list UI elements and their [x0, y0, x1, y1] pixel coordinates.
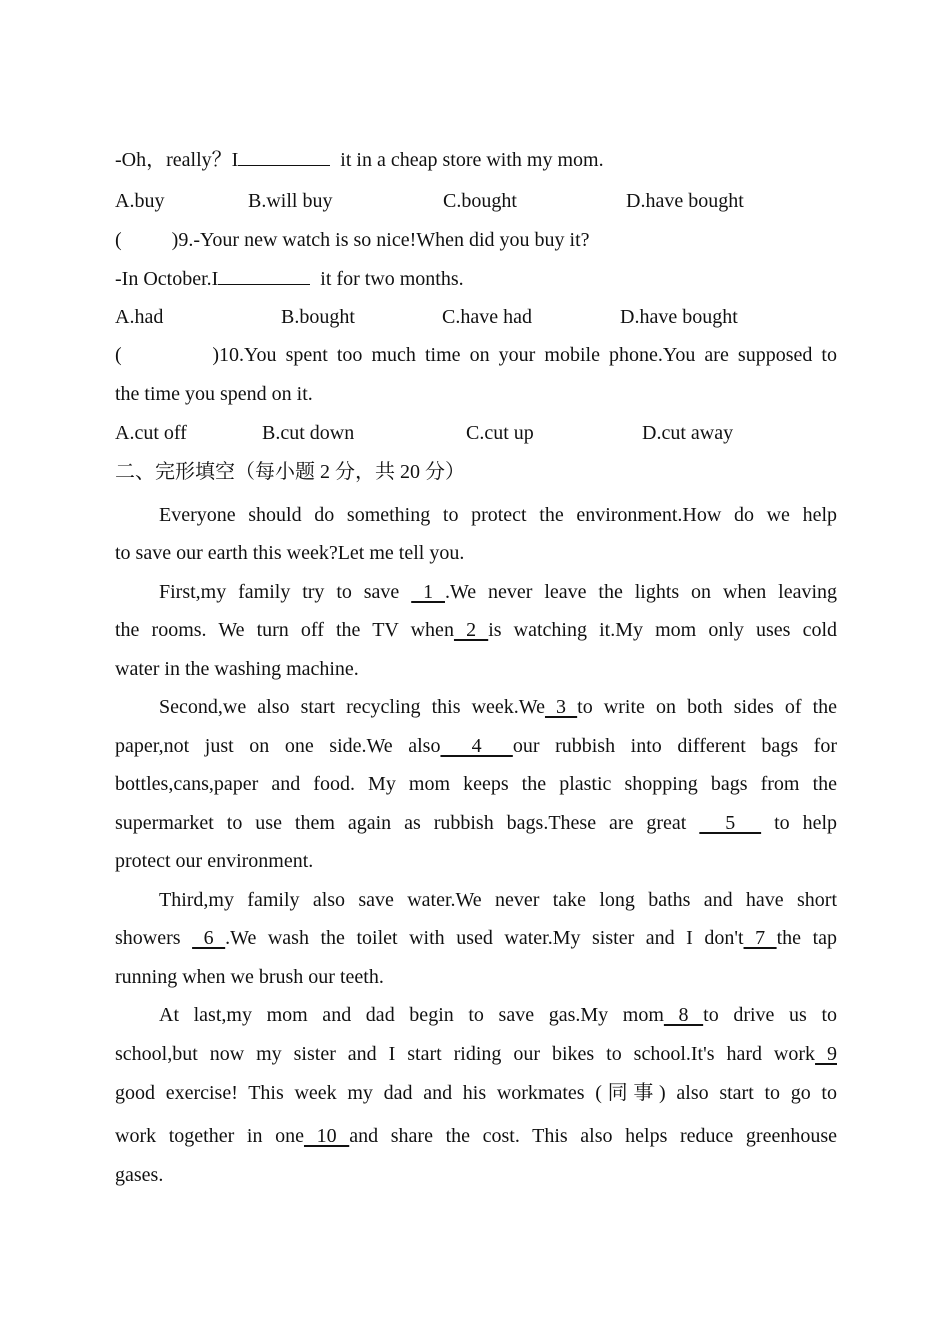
- text: and share the cost. This also helps reduce greenhouse: [349, 1125, 837, 1147]
- blank-7: 7: [743, 927, 777, 949]
- passage-p2-line3: water in the washing machine.: [115, 658, 359, 680]
- blank-3: 3: [544, 696, 578, 718]
- text: is watching it.My mom only uses cold: [488, 619, 837, 641]
- text: to write on both sides of the: [577, 696, 837, 718]
- text: our rubbish into different bags for: [512, 735, 837, 757]
- passage-p1-line1: Everyone should do something to protect the environment.How do we help: [159, 504, 837, 526]
- passage-p5-line2: [115, 1042, 837, 1066]
- passage-p3-line5: protect our environment.: [115, 850, 314, 872]
- text: Second,we also start recycling this week.We: [159, 696, 545, 718]
- q10-question-cont: the time you spend on it.: [115, 383, 313, 405]
- passage-p2-line2: [115, 618, 837, 642]
- passage-p5-line3: good exercise! This week my dad and his workmates (同事) also start to go to: [115, 1082, 837, 1104]
- passage-p5-line5: gases.: [115, 1164, 164, 1186]
- q8-answer-line: [115, 147, 604, 172]
- text: school,but now my sister and I start riding our bikes to school.It's hard work: [115, 1043, 816, 1065]
- passage-p2-line1: [159, 580, 837, 604]
- blank-9: 9: [815, 1043, 837, 1065]
- text: to help: [774, 812, 837, 834]
- q9-option-b: B.bought: [281, 306, 355, 328]
- text: paper,not just on one side.We also: [115, 735, 441, 757]
- text: work together in one: [115, 1125, 304, 1147]
- q10-option-a: A.cut off: [115, 422, 187, 444]
- q9-blank: [218, 266, 310, 285]
- q10-option-d: D.cut away: [642, 422, 734, 444]
- q9-line-text-end: it for two months.: [320, 268, 464, 290]
- section-heading: 二、完形填空（每小题 2 分，共 20 分）: [115, 461, 465, 483]
- passage-p3-line2: [115, 734, 837, 758]
- text: the tap: [776, 927, 837, 949]
- q8-line-text: -Oh，really？I: [115, 149, 239, 171]
- q9-answer-line: [115, 266, 464, 291]
- q10-option-b: B.cut down: [262, 422, 355, 444]
- passage-p1-line2: to save our earth this week?Let me tell you.: [115, 542, 465, 564]
- blank-10: 10: [303, 1125, 350, 1147]
- passage-p3-line1: [159, 695, 837, 719]
- text: At last,my mom and dad begin to save gas.My mom: [159, 1004, 664, 1026]
- blank-6: 6: [192, 927, 226, 949]
- text: .We never leave the lights on when leaving: [444, 581, 837, 603]
- q10-question: ( )10.You spent too much time on your mobile phone.You are supposed to: [115, 344, 837, 366]
- passage-p4-line3: running when we brush our teeth.: [115, 966, 384, 988]
- passage-p3-line3: bottles,cans,paper and food. My mom keeps the plastic shopping bags from the: [115, 773, 837, 795]
- text: the rooms. We turn off the TV when: [115, 619, 454, 641]
- q9-line-text: -In October.I: [115, 268, 219, 290]
- passage-p5-line4: [115, 1124, 837, 1148]
- text: .We wash the toilet with used water.My sister and I don't: [225, 927, 744, 949]
- blank-1: 1: [411, 581, 445, 603]
- passage-p4-line2: [115, 926, 837, 950]
- q8-option-d: D.have bought: [626, 190, 744, 212]
- q8-option-a: A.buy: [115, 190, 165, 212]
- blank-2: 2: [453, 619, 489, 641]
- text: to drive us to: [703, 1004, 837, 1026]
- q9-option-d: D.have bought: [620, 306, 738, 328]
- q9-option-c: C.have had: [442, 306, 532, 328]
- passage-p3-line4: [115, 811, 837, 835]
- blank-4: 4: [440, 735, 513, 757]
- blank-5: 5: [699, 812, 762, 834]
- q9-option-a: A.had: [115, 306, 164, 328]
- passage-p4-line1: Third,my family also save water.We never take long baths and have short: [159, 889, 837, 911]
- q8-option-c: C.bought: [443, 190, 517, 212]
- q8-line-text-end: it in a cheap store with my mom.: [340, 149, 604, 171]
- q9-question: ( )9.-Your new watch is so nice!When did you buy it?: [115, 229, 590, 251]
- text: showers: [115, 927, 181, 949]
- blank-8: 8: [663, 1004, 704, 1026]
- text: First,my family try to save: [159, 581, 400, 603]
- q8-option-b: B.will buy: [248, 190, 333, 212]
- q10-option-c: C.cut up: [466, 422, 534, 444]
- q8-blank: [238, 147, 330, 166]
- text: supermarket to use them again as rubbish bags.These are great: [115, 812, 687, 834]
- passage-p5-line1: [159, 1003, 837, 1027]
